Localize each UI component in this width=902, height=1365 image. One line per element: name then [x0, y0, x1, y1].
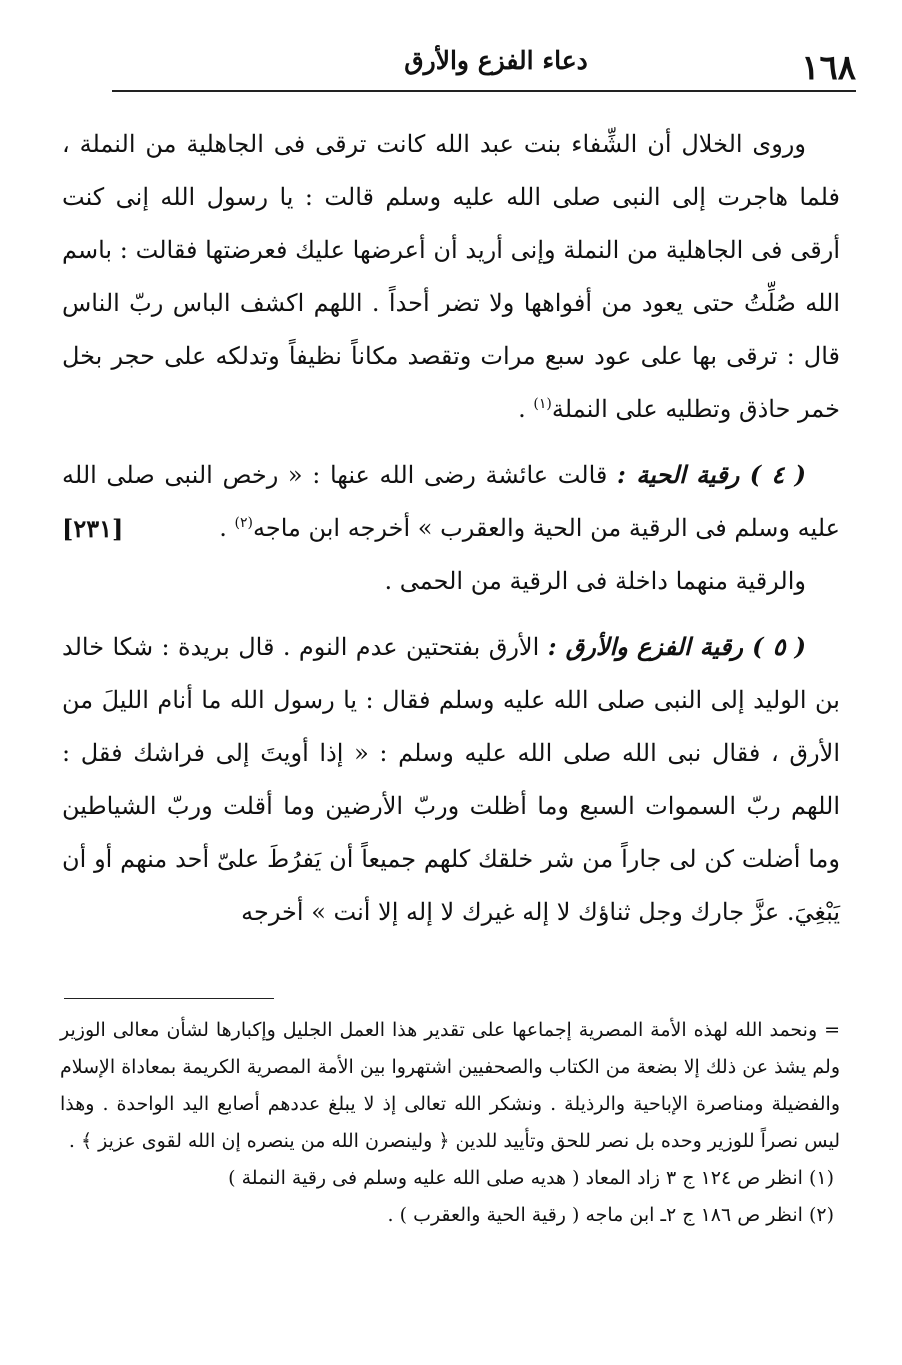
paragraph-end: .: [219, 514, 235, 542]
footnote-1: (١) انظر ص ١٢٤ ج ٣ زاد المعاد ( هديه صلى الله عليه وسلم فى رقية النملة ): [228, 1167, 834, 1189]
paragraph-text: والرقية منهما داخلة فى الرقية من الحمى .: [384, 567, 806, 595]
footnote-marker-1: (١): [533, 396, 552, 412]
page-header: [112, 38, 856, 92]
paragraph-text: وروى الخلال أن الشِّفاء بنت عبد الله كانت ترقى فى الجاهلية من النملة ، فلما هاجرت إلى النبى صلى الله عليه وسلم قالت : يا رسول الله إنى كنت أرقى فى الجاهلية من النملة وإنى أريد أن أعرضها عليك فعرضتها فقالت : باسم الله صُلِّتُ حتى يعود من أفواهها ولا تضر أحداً . اللهم اكشف الباس ربّ الناس قال : ترقى بها على عود سبع مرات وتقصد مكاناً نظيفاً وتدلكه على حجر بخل خمر حاذق وتطليه على النملة: [62, 130, 841, 423]
header-rule: [112, 90, 856, 92]
paragraph-shifa-narration: [62, 118, 840, 436]
running-title: دعاء الفزع والأرق: [404, 46, 588, 75]
paragraph-text: قالت عائشة رضى الله عنها : « رخص النبى صلى الله عليه وسلم فى الرقية من الحية والعقرب » أخرجه ابن ماجه: [62, 461, 840, 542]
main-text: [62, 118, 840, 939]
section-title-insomnia: ( ٥ ) رقية الفزع والأرق :: [547, 632, 806, 661]
paragraph-snake-ruqya: [62, 448, 840, 555]
footnotes: [60, 1012, 840, 1234]
paragraph-text: الأرق بفتحتين عدم النوم . قال بريدة : شكا خالد بن الوليد إلى النبى صلى الله عليه وسلم فقال : يا رسول الله ما أنام الليلَ من الأرق ، فقال نبى الله صلى الله عليه وسلم : « إذا أويتَ إلى فراشك فقل : اللهم ربّ السموات السبع وما أظلت وربّ الأرضين وما أقلت وربّ الشياطين وما أضلت كن لى جاراً من شر خلقك كلهم جميعاً أن يَفرُطَ علىّ أحد منهم أو أن يَبْغِيَ. عزَّ جارك وجل ثناؤك لا إله غيرك لا إله إلا أنت » أخرجه: [62, 633, 840, 926]
hadith-reference-number: [٢٣١]: [62, 514, 124, 543]
footnote-separator: [64, 998, 274, 999]
section-title-snake: ( ٤ ) رقية الحية :: [617, 460, 807, 489]
paragraph-fever-note: [62, 555, 840, 608]
paragraph-end: .: [518, 395, 534, 423]
footnote-marker-2: (٢): [234, 515, 253, 531]
page-number: ١٦٨: [801, 48, 856, 88]
footnote-2: (٢) انظر ص ١٨٦ ج ٢ـ ابن ماجه ( رقية الحية والعقرب ) .: [387, 1204, 834, 1226]
footnote-continuation: = ونحمد الله لهذه الأمة المصرية إجماعها على تقدير هذا العمل الجليل وإكبارها لشأن معالى الوزير ولم يشذ عن ذلك إلا بضعة من الكتاب والصحفيين اشتهروا بين الأمة المصرية الكريمة بمعاداة الإسلام والفضيلة ومناصرة الإباحية والرذيلة . ونشكر الله تعالى إذ لا يبلغ عددهم أصابع اليد الواحدة . وهذا ليس نصراً للوزير وحده بل نصر للحق وتأييد للدين ﴿ ولينصرن الله من ينصره إن الله لقوى عزيز ﴾ .: [60, 1019, 840, 1152]
paragraph-fear-insomnia: [62, 620, 840, 939]
